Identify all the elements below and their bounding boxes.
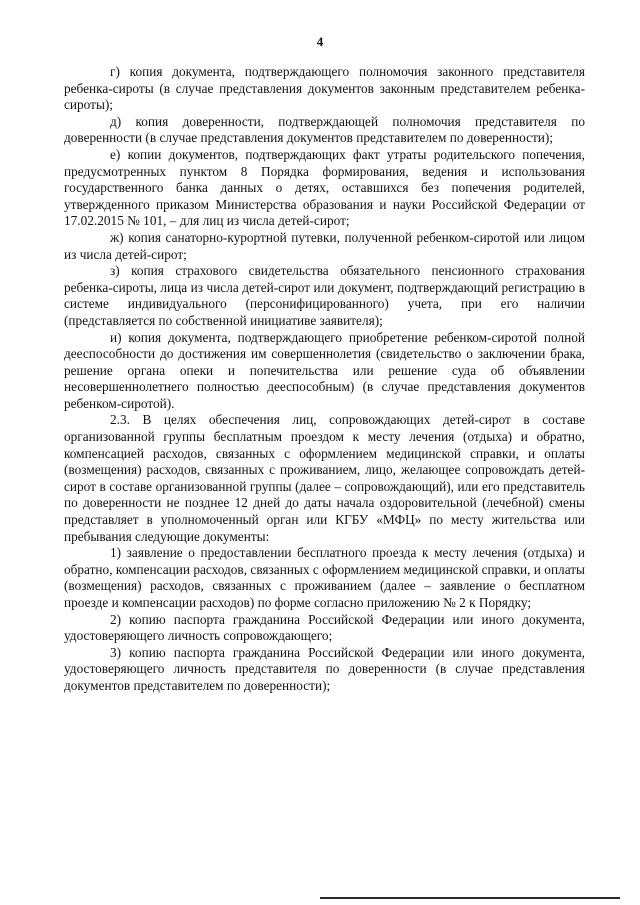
- paragraph-g-guardian-document: г) копия документа, подтверждающего полномочия законного представителя ребенка-сироты (в случае представления документов законным представителем ребенка-сироты);: [64, 64, 585, 113]
- paragraph-2-3-accompanying-persons: 2.3. В целях обеспечения лиц, сопровождающих детей-сирот в составе организованной группы бесплатным проездом к месту лечения (отдыха) и обратно, компенсацией расходов, связанных с оформлением медицинской справки, и оплаты (возмещения) расходов, связанных с проживанием, лицо, желающее сопровождать детей-сирот в составе организованной группы (далее – сопровождающий), или его представитель по доверенности не позднее 12 дней до даты начала оздоровительной (лечебной) смены представляет в уполномоченный орган или КГБУ «МФЦ» по месту жительства или пребывания следующие документы:: [64, 412, 585, 544]
- list-item-1-application: 1) заявление о предоставлении бесплатного проезда к месту лечения (отдыха) и обратно, компенсации расходов, связанных с оформлением медицинской справки, и оплаты (возмещения) расходов, связанных с проживанием (далее – заявление о бесплатном проезде и компенсации расходов) по форме согласно приложению № 2 к Порядку;: [64, 545, 585, 610]
- document-body: [64, 64, 585, 695]
- scan-edge-line: [320, 897, 620, 899]
- paragraph-d-power-of-attorney: д) копия доверенности, подтверждающей полномочия представителя по доверенности (в случае представления документов представителем по доверенности);: [64, 113, 585, 146]
- paragraph-zh-sanatorium-voucher: ж) копия санаторно-курортной путевки, полученной ребенком-сиротой или лицом из числа детей-сирот;: [64, 229, 585, 262]
- list-item-2-passport-copy: 2) копию паспорта гражданина Российской Федерации или иного документа, удостоверяющего личность сопровождающего;: [64, 611, 585, 644]
- paragraph-i-full-capacity: и) копия документа, подтверждающего приобретение ребенком-сиротой полной дееспособности до достижения им совершеннолетия (свидетельство о заключении брака, решение органа опеки и попечительства или решение суда об объявлении несовершеннолетнего полностью дееспособным) (в случае представления документов ребенком-сиротой).: [64, 329, 585, 411]
- list-item-3-representative-passport: 3) копию паспорта гражданина Российской Федерации или иного документа, удостоверяющего личность представителя по доверенности (в случае представления документов представителем по доверенности);: [64, 644, 585, 693]
- page-number: 4: [316, 34, 324, 49]
- paragraph-e-loss-of-parental-care: е) копии документов, подтверждающих факт утраты родительского попечения, предусмотренных пунктом 8 Порядка формирования, ведения и использования государственного банка данных о детях, оставшихся без попечения родителей, утвержденного приказом Министерства образования и науки Российской Федерации от 17.02.2015 № 101, – для лиц из числа детей-сирот;: [64, 146, 585, 229]
- paragraph-z-pension-insurance: з) копия страхового свидетельства обязательного пенсионного страхования ребенка-сироты, лица из числа детей-сирот или документ, подтверждающий регистрацию в системе индивидуального (персонифицированного) учета, при его наличии (представляется по собственной инициативе заявителя);: [64, 263, 585, 328]
